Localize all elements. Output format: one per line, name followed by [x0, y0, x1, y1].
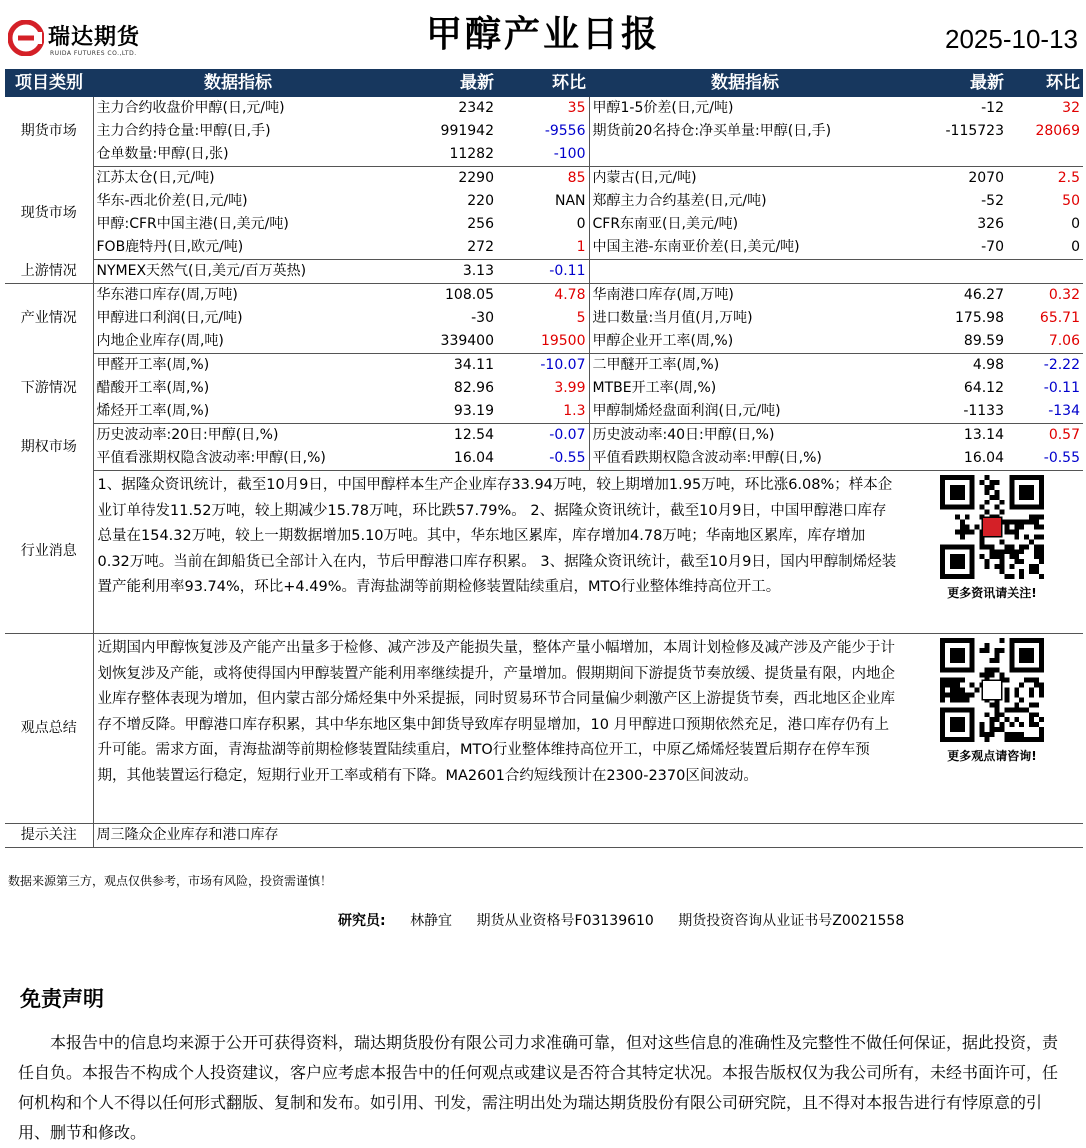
report-date: 2025-10-13 — [945, 24, 1078, 54]
change-value: 19500 — [497, 330, 589, 354]
category-cell: 期权市场 — [5, 424, 93, 471]
change-value: -0.55 — [1007, 447, 1083, 471]
table-header-row — [5, 69, 1083, 97]
latest-value: 272 — [383, 236, 497, 260]
latest-value: 12.54 — [453, 427, 494, 443]
indicator-name: 郑醇主力合约基差(日,元/吨) — [589, 190, 901, 213]
header-latest-right: 最新 — [901, 69, 1007, 97]
qr-code-icon — [940, 475, 1044, 579]
qr-caption: 更多观点请咨询! — [947, 749, 1037, 763]
summary-row — [5, 634, 1083, 824]
latest-value: 256 — [467, 216, 494, 232]
change-value: 2.5 — [1057, 170, 1080, 186]
change-value: 3.99 — [554, 380, 586, 396]
indicator-name: CFR东南亚(日,美元/吨) — [589, 213, 901, 236]
category-cell: 观点总结 — [5, 634, 93, 824]
table-row — [5, 330, 1083, 354]
latest-value: 16.04 — [383, 447, 497, 471]
researcher-name: 林静宜 — [410, 913, 453, 929]
change-value: -2.22 — [1043, 357, 1080, 373]
indicator-name: 烯烃开工率(周,%) — [93, 400, 383, 424]
news-text: 1、据隆众资讯统计，截至10月9日，中国甲醇样本生产企业库存33.94万吨，较上期增加1.95万吨，环比涨6.08%；样本企业订单待发11.52万吨，较上期减少15.78万吨，环比跌57.79%。 2、据隆众资讯统计，截至10月9日，中国甲醇港口库存总量在154.32万吨，较上一期数据增加5.10万吨。其中，华东地区累库，库存增加4.78万吨；华南地区累库，库存增加0.32万吨。当前在卸船货已全部计入在内，节后甲醇港口库存积累。 3、据隆众资讯统计，截至10月9日，国内甲醇制烯烃装置产能利用率93.74%，环比+4.49%。青海盐湖等前期检修装置陆续重启，MTO行业整体维持高位开工。 — [93, 471, 901, 634]
latest-value: 93.19 — [383, 400, 497, 424]
indicator-name: 华东港口库存(周,万吨) — [96, 287, 238, 303]
indicator-name: 主力合约收盘价甲醇(日,元/吨) — [96, 100, 285, 116]
latest-value: 16.04 — [901, 447, 1007, 471]
summary-text: 近期国内甲醇恢复涉及产能产出量多于检修、减产涉及产能损失量，整体产量小幅增加，本周计划检修及减产涉及产能少于计划恢复涉及产能，或将使得国内甲醇装置产能利用率继续提升，产量增加。假期期间下游提货节奏放缓、提货量有限，内地企业库存整体表现为增加，但内蒙古部分烯烃集中外采提振，同时贸易环节合同量偏少刺激产区上游提货节奏，西北地区企业库存不增反降。甲醇港口库存积累，其中华东地区集中卸货导致库存明显增加，10 月甲醇进口预期依然充足，港口库存仍有上升可能。需求方面，青海盐湖等前期检修装置陆续重启，MTO行业整体维持高位开工，中原乙烯烯烃装置后期存在停车预期，其他装置运行稳定，短期行业开工率或稍有下降。MA2601合约短线预计在2300-2370区间波动。 — [93, 634, 901, 824]
category-cell: 提示关注 — [5, 824, 93, 848]
change-value: -100 — [497, 143, 589, 167]
table-row — [5, 120, 1083, 143]
change-value: -0.55 — [497, 447, 589, 471]
latest-value: 175.98 — [955, 310, 1004, 326]
header-change-left: 环比 — [497, 69, 589, 97]
indicator-name: 平值看涨期权隐含波动率:甲醇(日,%) — [93, 447, 383, 471]
change-value: 0.32 — [1048, 287, 1080, 303]
indicator-name: 平值看跌期权隐含波动率:甲醇(日,%) — [589, 447, 901, 471]
indicator-name: 江苏太仓(日,元/吨) — [96, 170, 215, 186]
disclaimer-title: 免责声明 — [20, 987, 104, 1011]
change-value: 85 — [567, 170, 586, 186]
latest-value: 326 — [977, 216, 1004, 232]
data-table — [5, 69, 1083, 848]
indicator-name: NYMEX天然气(日,美元/百万英热) — [93, 260, 383, 284]
indicator-name — [589, 143, 901, 167]
indicator-name: 期货前20名持仓:净买单量:甲醇(日,手) — [589, 120, 901, 143]
change-value: -0.11 — [1043, 380, 1080, 396]
indicator-name: 中国主港-东南亚价差(日,美元/吨) — [589, 236, 901, 260]
wechat-qr-code-icon — [940, 638, 1044, 742]
category-cell: 产业情况 — [5, 284, 93, 354]
indicator-name: 甲醛开工率(周,%) — [96, 357, 210, 373]
change-value: -9556 — [544, 123, 586, 139]
header-indicator-left: 数据指标 — [93, 69, 383, 97]
table-row — [5, 354, 1083, 378]
table-row — [5, 260, 1083, 284]
latest-value: 82.96 — [453, 380, 494, 396]
table-row — [5, 400, 1083, 424]
news-row — [5, 471, 1083, 634]
indicator-name: 华南港口库存(周,万吨) — [589, 284, 901, 308]
latest-value — [901, 260, 1007, 284]
indicator-name: 历史波动率:40日:甲醇(日,%) — [589, 424, 901, 448]
indicator-name: FOB鹿特丹(日,欧元/吨) — [93, 236, 383, 260]
latest-value: 2342 — [458, 100, 494, 116]
change-value: 0.57 — [1048, 427, 1080, 443]
indicator-name: 仓单数量:甲醇(日,张) — [93, 143, 383, 167]
qr-caption: 更多资讯请关注! — [947, 586, 1037, 600]
latest-value: -12 — [981, 100, 1004, 116]
table-row — [5, 377, 1083, 400]
latest-value: 220 — [467, 193, 494, 209]
change-value: 5 — [576, 310, 586, 326]
change-value: 4.78 — [554, 287, 586, 303]
report-header — [0, 0, 1086, 68]
table-row — [5, 167, 1083, 191]
latest-value: 4.98 — [972, 357, 1004, 373]
researcher-license-2: 期货投资咨询从业证书号Z0021558 — [678, 913, 905, 929]
change-value: 0 — [1007, 236, 1083, 260]
table-row — [5, 447, 1083, 471]
indicator-name: 华东-西北价差(日,元/吨) — [96, 193, 248, 209]
change-value: 0 — [576, 216, 586, 232]
latest-value: -115723 — [945, 123, 1004, 139]
change-value: 28069 — [1035, 123, 1080, 139]
change-value: -134 — [1007, 400, 1083, 424]
change-value: 50 — [1062, 193, 1080, 209]
tips-row — [5, 824, 1083, 848]
latest-value: 2290 — [458, 170, 494, 186]
disclaimer-text: 本报告中的信息均来源于公开可获得资料，瑞达期货股份有限公司力求准确可靠，但对这些信息的准确性及完整性不做任何保证，据此投资，责任自负。本报告不构成个人投资建议，客户应考虑本报告中的任何观点或建议是否符合其特定状况。本报告版权仅为我公司所有，未经书面许可，任何机构和个人不得以任何形式翻版、复制和发布。如引用、刊发，需注明出处为瑞达期货股份有限公司研究院，且不得对本报告进行有悖原意的引用、删节和修改。 — [18, 1033, 1059, 1142]
category-cell: 期货市场 — [5, 97, 93, 167]
indicator-name: 历史波动率:20日:甲醇(日,%) — [96, 427, 279, 443]
latest-value: 89.59 — [901, 330, 1007, 354]
report-title: 甲醇产业日报 — [425, 14, 660, 55]
change-value: 1 — [497, 236, 589, 260]
table-row — [5, 213, 1083, 236]
latest-value: -70 — [901, 236, 1007, 260]
news-qr-cell — [901, 471, 1083, 634]
latest-value: -30 — [471, 310, 494, 326]
latest-value: 11282 — [383, 143, 497, 167]
researcher-info — [338, 910, 924, 930]
latest-value: 991942 — [440, 123, 494, 139]
company-name: 瑞达期货 — [48, 25, 141, 50]
researcher-license-1: 期货从业资格号F03139610 — [476, 913, 654, 929]
table-row — [5, 307, 1083, 330]
indicator-name: 醋酸开工率(周,%) — [96, 380, 210, 396]
latest-value — [901, 143, 1007, 167]
indicator-name: 内地企业库存(周,吨) — [93, 330, 383, 354]
indicator-name: 甲醇:CFR中国主港(日,美元/吨) — [96, 216, 289, 232]
table-row — [5, 424, 1083, 448]
indicator-name: 甲醇制烯烃盘面利润(日,元/吨) — [589, 400, 901, 424]
researcher-label: 研究员: — [338, 913, 386, 929]
header-change-right: 环比 — [1007, 69, 1083, 97]
category-cell: 现货市场 — [5, 167, 93, 260]
category-cell: 行业消息 — [5, 471, 93, 634]
latest-value: 3.13 — [383, 260, 497, 284]
category-cell: 下游情况 — [5, 354, 93, 424]
change-value — [1007, 143, 1083, 167]
change-value: 1.3 — [497, 400, 589, 424]
table-row — [5, 284, 1083, 308]
indicator-name: MTBE开工率(周,%) — [589, 377, 901, 400]
change-value: 32 — [1062, 100, 1080, 116]
change-value: NAN — [554, 193, 586, 209]
indicator-name: 甲醇企业开工率(周,%) — [589, 330, 901, 354]
table-row — [5, 190, 1083, 213]
category-cell: 上游情况 — [5, 260, 93, 284]
change-value: 0 — [1071, 216, 1080, 232]
latest-value: 13.14 — [963, 427, 1004, 443]
change-value — [1007, 260, 1083, 284]
latest-value: 46.27 — [963, 287, 1004, 303]
indicator-name: 二甲醚开工率(周,%) — [589, 354, 901, 378]
change-value: -0.11 — [497, 260, 589, 284]
latest-value: 339400 — [383, 330, 497, 354]
change-value: -0.07 — [549, 427, 586, 443]
header-indicator-right: 数据指标 — [589, 69, 901, 97]
company-en-name: RUIDA FUTURES CO.,LTD. — [50, 50, 137, 57]
table-row — [5, 236, 1083, 260]
indicator-name: 甲醇1-5价差(日,元/吨) — [589, 97, 901, 120]
latest-value: -1133 — [901, 400, 1007, 424]
latest-value: 108.05 — [445, 287, 494, 303]
latest-value: 2070 — [968, 170, 1004, 186]
indicator-name — [589, 260, 901, 284]
indicator-name: 主力合约持仓量:甲醇(日,手) — [96, 123, 271, 139]
change-value: -10.07 — [540, 357, 586, 373]
indicator-name: 甲醇进口利润(日,元/吨) — [96, 310, 243, 326]
header-category: 项目类别 — [5, 69, 93, 97]
latest-value: 34.11 — [453, 357, 494, 373]
summary-qr-cell — [901, 634, 1083, 824]
change-value: 65.71 — [1039, 310, 1080, 326]
table-row — [5, 97, 1083, 120]
data-source-note: 数据来源第三方，观点仅供参考，市场有风险，投资需谨慎！ — [8, 874, 333, 888]
header-latest-left: 最新 — [383, 69, 497, 97]
change-value: 7.06 — [1007, 330, 1083, 354]
tips-text: 周三隆众企业库存和港口库存 — [93, 824, 1083, 848]
latest-value: -52 — [981, 193, 1004, 209]
indicator-name: 内蒙古(日,元/吨) — [589, 167, 901, 191]
change-value: 35 — [567, 100, 586, 116]
indicator-name: 进口数量:当月值(月,万吨) — [589, 307, 901, 330]
latest-value: 64.12 — [963, 380, 1004, 396]
table-row — [5, 143, 1083, 167]
